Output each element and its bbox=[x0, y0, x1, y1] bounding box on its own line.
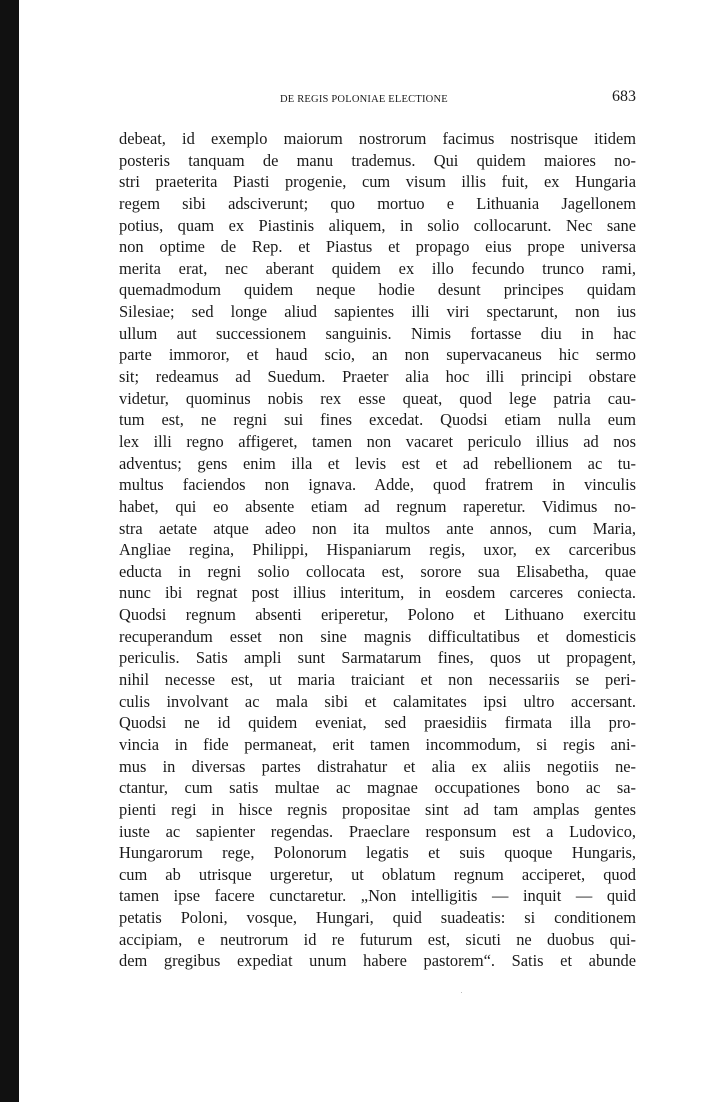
text-line: educta in regni solio collocata est, sorore sua Elisabetha, quae bbox=[119, 561, 636, 581]
text-line: cum ab utrisque urgeretur, ut oblatum regnum acciperet, quod bbox=[119, 864, 636, 884]
text-line: debeat, id exemplo maiorum nostrorum facimus nostrisque itidem bbox=[119, 129, 636, 148]
text-line: potius, quam ex Piastinis aliquem, in solio collocarunt. Nec sane bbox=[119, 215, 636, 235]
text-line: ctantur, cum satis multae ac magnae occupationes bono ac sa- bbox=[119, 778, 636, 798]
text-line: quemadmodum quidem neque hodie desunt principes quidam bbox=[119, 280, 636, 300]
text-line: Quodsi ne id quidem eveniat, sed praesidiis firmata illa pro- bbox=[119, 713, 636, 733]
text-line: vincia in fide permaneat, erit tamen incommodum, si regis ani- bbox=[119, 734, 636, 754]
book-spine-edge bbox=[0, 0, 19, 1102]
text-line: regem sibi adsciverunt; quo mortuo e Lithuania Jagellonem bbox=[119, 193, 636, 213]
text-line: stri praeterita Piasti progenie, cum visum illis fuit, ex Hungaria bbox=[119, 172, 636, 192]
text-line: accipiam, e neutrorum id re futurum est, sicuti ne duobus qui- bbox=[119, 929, 636, 949]
text-line: Angliae regina, Philippi, Hispaniarum regis, uxor, ex carceribus bbox=[119, 540, 636, 560]
text-line: nunc ibi regnat post illius interitum, in eosdem carceres coniecta. bbox=[119, 583, 636, 603]
running-head bbox=[118, 88, 638, 112]
text-line: multus faciendos non ignava. Adde, quod fratrem in vinculis bbox=[119, 475, 636, 495]
text-line: tum est, ne regni sui fines excedat. Quodsi etiam nulla eum bbox=[119, 410, 636, 430]
text-line: videtur, quominus nobis rex esse queat, quod lege patria cau- bbox=[119, 388, 636, 408]
text-line: mus in diversas partes distrahatur et alia ex aliis negotiis ne- bbox=[119, 756, 636, 776]
text-line: parte immoror, et haud scio, an non supervacaneus hic sermo bbox=[119, 345, 636, 365]
text-line: culis involvant ac mala sibi et calamitates ipsi ultro accersant. bbox=[119, 691, 636, 711]
text-line: tamen ipse facere cunctaretur. „Non intelligitis — inquit — quid bbox=[119, 886, 636, 906]
text-line: sit; redeamus ad Suedum. Praeter alia hoc illi principi obstare bbox=[119, 367, 636, 387]
text-line: ullum aut successionem sanguinis. Nimis fortasse diu in hac bbox=[119, 323, 636, 343]
text-line: Quodsi regnum absenti eriperetur, Polono et Lithuano exercitu bbox=[119, 605, 636, 625]
text-line: posteris tanquam de manu trademus. Qui quidem maiores no- bbox=[119, 150, 636, 170]
text-line: lex illi regno affigeret, tamen non vacaret periculo illius ad nos bbox=[119, 431, 636, 451]
body-text bbox=[119, 128, 636, 972]
text-line: dem gregibus expediat unum habere pastorem“. Satis et abunde bbox=[119, 951, 636, 971]
text-line: pienti regi in hisce regnis propositae sint ad tam amplas gentes bbox=[119, 799, 636, 819]
text-line: merita erat, nec aberant quidem ex illo fecundo trunco rami, bbox=[119, 258, 636, 278]
running-title: DE REGIS POLONIAE ELECTIONE bbox=[280, 94, 448, 105]
text-line: Silesiae; sed longe aliud sapientes illi viri spectarunt, non ius bbox=[119, 302, 636, 322]
text-line: Hungarorum rege, Polonorum legatis et suis quoque Hungaris, bbox=[119, 843, 636, 863]
text-line: non optime de Rep. et Piastus et propago eius prope universa bbox=[119, 237, 636, 257]
text-line: iuste ac sapienter regendas. Praeclare responsum est a Ludovico, bbox=[119, 821, 636, 841]
text-line: nihil necesse est, ut maria traiciant et non necessariis se peri- bbox=[119, 670, 636, 690]
page-number: 683 bbox=[612, 88, 636, 105]
text-line: adventus; gens enim illa et levis est et ad rebellionem ac tu- bbox=[119, 453, 636, 473]
text-line: recuperandum esset non sine magnis difficultatibus et domesticis bbox=[119, 626, 636, 646]
paper-speck bbox=[461, 992, 462, 993]
text-line: petatis Poloni, vosque, Hungari, quid suadeatis: si conditionem bbox=[119, 908, 636, 928]
text-line: periculis. Satis ampli sunt Sarmatarum fines, quos ut propagent, bbox=[119, 648, 636, 668]
text-line: stra aetate atque adeo non ita multos ante annos, cum Maria, bbox=[119, 518, 636, 538]
text-line: habet, qui eo absente etiam ad regnum raperetur. Vidimus no- bbox=[119, 496, 636, 516]
